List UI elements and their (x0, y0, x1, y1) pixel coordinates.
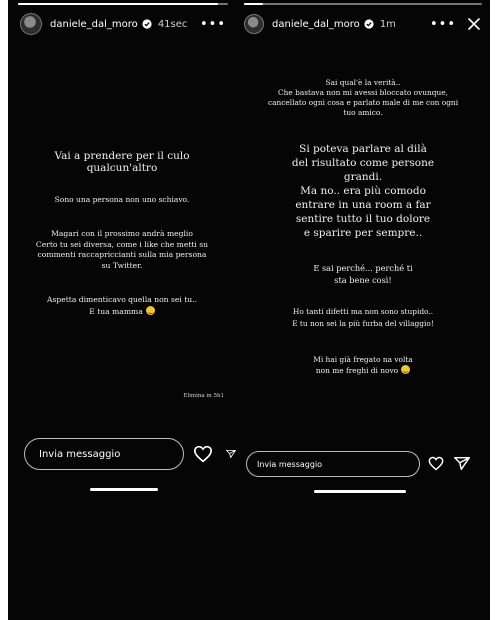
story-progress-fill (244, 3, 263, 5)
home-indicator (314, 490, 406, 493)
username[interactable]: daniele_dal_moro (272, 18, 360, 30)
verified-badge-icon (364, 19, 374, 29)
home-indicator (90, 488, 158, 491)
avatar[interactable] (20, 13, 42, 35)
story-right[interactable] (236, 0, 490, 620)
story-progress-fill (18, 3, 218, 5)
story-header (236, 10, 490, 38)
verified-badge-icon (142, 19, 152, 29)
message-input[interactable] (24, 438, 184, 470)
avatar[interactable] (244, 14, 264, 34)
story-paragraph (22, 295, 222, 317)
wink-emoji-icon (401, 365, 410, 374)
more-dots-icon[interactable]: ••• (429, 16, 456, 32)
story-paragraph (246, 354, 480, 376)
story-paragraph: Magari con il prossimo andrà meglio Certo tu sei diversa, come i like che metti su commenti raccapriccianti sulla mia persona su Twitter. (35, 229, 209, 270)
story-main-text: Si poteva parlare al dilà del risultato come persone grandi. Ma no.. era più comodo entrare in una room a far sentire tutto il tuo dolore e sparire per sempre.. (291, 143, 435, 239)
expire-label: Elimina in 5h1 (183, 393, 224, 399)
story-paragraph: Ho tanti difetti ma non sono stupido.. E tu non sei la più furba del villaggio! (292, 307, 434, 328)
story-text (22, 150, 222, 318)
close-icon[interactable] (468, 18, 480, 30)
story-intro: Sai qual'è la verità.. Che bastava non mi avessi bloccato ovunque, cancellato ogni cosa e parlato male di me con ogni tuo amico. (267, 78, 459, 117)
message-input[interactable] (246, 451, 420, 477)
username[interactable]: daniele_dal_moro (50, 18, 138, 30)
heart-icon[interactable] (192, 443, 214, 465)
message-input-placeholder: Invia messaggio (39, 448, 121, 460)
send-icon[interactable] (454, 455, 470, 471)
smile-emoji-icon (146, 306, 155, 315)
story-progress-bar (244, 3, 482, 5)
story-line: Sono una persona non uno schiavo. (54, 195, 190, 204)
story-progress-bar (18, 3, 228, 5)
story-header (8, 10, 236, 38)
story-paragraph-text: Aspetta dimenticavo quella non sei tu.. E tua mamma (46, 295, 197, 316)
story-timestamp: 41sec (157, 18, 188, 30)
more-dots-icon[interactable]: ••• (199, 16, 226, 32)
message-input-placeholder: Invia messaggio (257, 459, 323, 469)
story-paragraph-text: Mi hai già fregato na volta non me freghi di novo (313, 355, 413, 375)
story-timestamp: 1m (379, 18, 396, 30)
heart-icon[interactable] (428, 455, 444, 471)
send-icon[interactable] (220, 443, 236, 465)
story-title: Vai a prendere per il culo qualcun'altro (54, 150, 190, 174)
story-left[interactable] (8, 0, 236, 620)
story-line: E sai perché... perché ti sta bene così! (313, 263, 413, 285)
story-text (246, 78, 480, 376)
